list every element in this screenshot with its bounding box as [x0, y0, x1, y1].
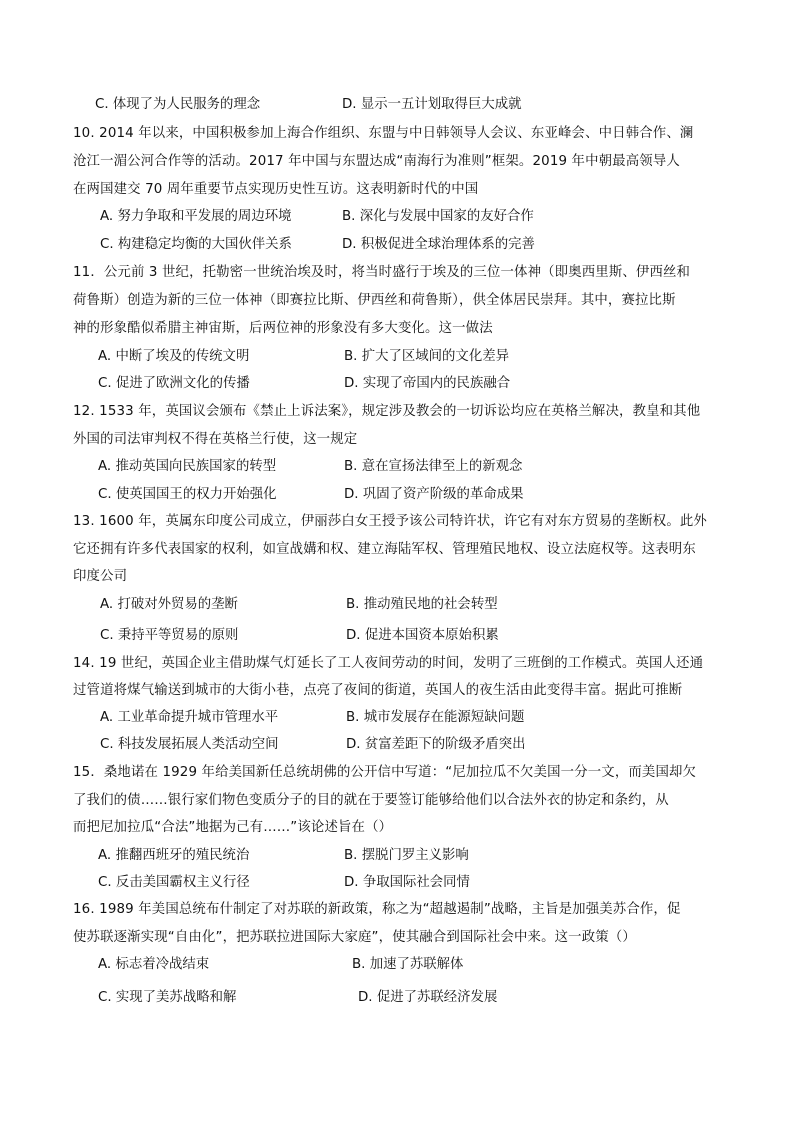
q12-stem-line-2: 外国的司法审判权不得在英格兰行使，这一规定 — [73, 432, 358, 447]
q15-option-d: D. 争取国际社会同情 — [344, 875, 470, 890]
q12-option-d: D. 巩固了资产阶级的革命成果 — [344, 487, 524, 502]
q10-option-d: D. 积极促进全球治理体系的完善 — [342, 237, 535, 252]
q14-option-b: B. 城市发展存在能源短缺问题 — [346, 710, 525, 725]
q15-option-c: C. 反击美国霸权主义行径 — [98, 875, 250, 890]
q14-stem-line-1: 14. 19 世纪，英国企业主借助煤气灯延长了工人夜间劳动的时间，发明了三班倒的工作模式。英国人还通 — [73, 656, 704, 671]
q13-option-c: C. 秉持平等贸易的原则 — [100, 628, 239, 643]
q14-option-d: D. 贫富差距下的阶级矛盾突出 — [346, 737, 526, 752]
q11-option-a: A. 中断了埃及的传统文明 — [98, 349, 250, 364]
q15-option-a: A. 推翻西班牙的殖民统治 — [98, 848, 250, 863]
q11-option-c: C. 促进了欧洲文化的传播 — [98, 376, 250, 391]
q13-stem-line-3: 印度公司 — [73, 569, 128, 584]
q15-stem-line-2: 了我们的债……银行家们物色变质分子的目的就在于要签订能够给他们以合法外衣的协定和条约，从 — [73, 793, 669, 808]
q11-stem-line-2: 荷鲁斯）创造为新的三位一体神（即赛拉比斯、伊西丝和荷鲁斯），供全体居民崇拜。其中，赛拉比斯 — [73, 293, 676, 308]
q16-option-d: D. 促进了苏联经济发展 — [358, 990, 498, 1005]
q13-stem-line-1: 13. 1600 年，英属东印度公司成立，伊丽莎白女王授予该公司特许状，许它有对东方贸易的垄断权。此外 — [73, 514, 707, 529]
q15-option-b: B. 摆脱门罗主义影响 — [344, 848, 469, 863]
q16-option-a: A. 标志着冷战结束 — [98, 957, 210, 972]
q11-option-b: B. 扩大了区域间的文化差异 — [344, 349, 509, 364]
q13-option-b: B. 推动殖民地的社会转型 — [346, 597, 498, 612]
q10-option-a: A. 努力争取和平发展的周边环境 — [100, 209, 292, 224]
q14-stem-line-2: 过管道将煤气输送到城市的大街小巷，点亮了夜间的街道，英国人的夜生活由此变得丰富。据此可推断 — [73, 683, 683, 698]
q16-stem-line-2: 使苏联逐渐实现“自由化”，把苏联拉进国际大家庭”，使其融合到国际社会中来。这一政策（） — [73, 930, 636, 945]
q15-stem-line-1: 15．桑地诺在 1929 年给美国新任总统胡佛的公开信中写道：“尼加拉瓜不欠美国一分一文，而美国却欠 — [73, 765, 697, 780]
q12-option-c: C. 使英国国王的权力开始强化 — [98, 487, 277, 502]
q10-stem-line-3: 在两国建交 70 周年重要节点实现历史性互访。这表明新时代的中国 — [73, 182, 479, 197]
q10-option-b: B. 深化与发展中国家的友好合作 — [342, 209, 534, 224]
q11-stem-line-3: 神的形象酷似希腊主神宙斯，后两位神的形象没有多大变化。这一做法 — [73, 321, 493, 336]
q16-stem-line-1: 16. 1989 年美国总统布什制定了对苏联的新政策，称之为“超越遏制”战略，主旨是加强美苏合作，促 — [73, 902, 681, 917]
q12-option-b: B. 意在宣扬法律至上的新观念 — [344, 459, 523, 474]
q16-option-c: C. 实现了美苏战略和解 — [98, 990, 237, 1005]
q11-stem-line-1: 11．公元前 3 世纪，托勒密一世统治埃及时，将当时盛行于埃及的三位一体神（即奥西里斯、伊西丝和 — [73, 265, 691, 280]
q12-stem-line-1: 12. 1533 年，英国议会颁布《禁止上诉法案》，规定涉及教会的一切诉讼均应在英格兰解决，教皇和其他 — [73, 404, 701, 419]
q14-option-c: C. 科技发展拓展人类活动空间 — [100, 737, 279, 752]
q15-stem-line-3: 而把尼加拉瓜“合法”地据为己有……”该论述旨在（） — [73, 820, 393, 835]
q13-option-d: D. 促进本国资本原始积累 — [346, 628, 499, 643]
q14-option-a: A. 工业革命提升城市管理水平 — [100, 710, 279, 725]
q16-option-b: B. 加速了苏联解体 — [352, 957, 464, 972]
q10-stem-line-1: 10. 2014 年以来，中国积极参加上海合作组织、东盟与中日韩领导人会议、东亚峰会、中日韩合作、澜 — [73, 126, 694, 141]
q12-option-a: A. 推动英国向民族国家的转型 — [98, 459, 277, 474]
q10-stem-line-2: 沧江一湄公河合作等的活动。2017 年中国与东盟达成“南海行为准则”框架。2019 年中朝最高领导人 — [73, 154, 680, 169]
q13-option-a: A. 打破对外贸易的垄断 — [100, 597, 238, 612]
q10-option-c: C. 构建稳定均衡的大国伙伴关系 — [100, 237, 292, 252]
q13-stem-line-2: 它还拥有许多代表国家的权利，如宣战媾和权、建立海陆军权、管理殖民地权、设立法庭权等。这表明东 — [73, 542, 696, 557]
q9-option-c: C. 体现了为人民服务的理念 — [95, 97, 261, 112]
q11-option-d: D. 实现了帝国内的民族融合 — [344, 376, 511, 391]
q9-option-d: D. 显示一五计划取得巨大成就 — [342, 97, 522, 112]
